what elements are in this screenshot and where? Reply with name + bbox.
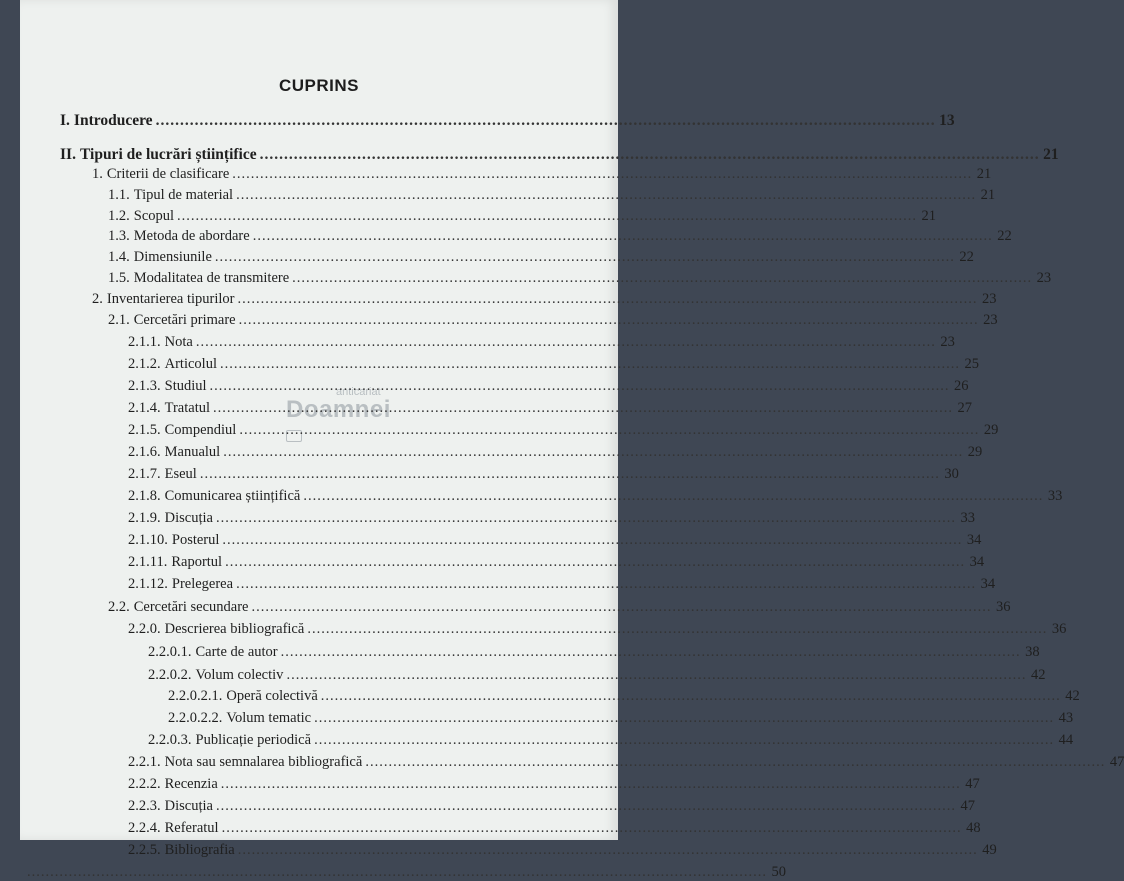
toc-entry-number: 2.2.4. bbox=[128, 820, 161, 836]
toc-entry-number: 2. bbox=[92, 291, 103, 307]
toc-entry-number: 2.1. bbox=[108, 312, 130, 328]
dot-leader bbox=[286, 667, 1026, 684]
toc-entry bbox=[108, 208, 937, 225]
toc-entry-number: 1.1. bbox=[108, 187, 130, 203]
toc-entry-page-number: 50 bbox=[771, 864, 786, 880]
toc-entry bbox=[128, 466, 959, 483]
toc-entry-page-number: 38 bbox=[1025, 644, 1040, 660]
toc-entry bbox=[108, 312, 998, 329]
dot-leader bbox=[225, 554, 965, 571]
toc-entry-page-number: 22 bbox=[959, 249, 974, 265]
toc-entry-number: 1. bbox=[92, 166, 103, 182]
dot-leader bbox=[314, 710, 1054, 727]
toc-entry bbox=[128, 378, 969, 395]
toc-entry-title: Posterul bbox=[171, 532, 220, 548]
dot-leader bbox=[200, 466, 940, 483]
toc-entry-page-number: 49 bbox=[982, 842, 997, 858]
toc-entry-number: 2.1.8. bbox=[128, 488, 161, 504]
toc-entry bbox=[128, 356, 979, 373]
dot-leader bbox=[216, 510, 956, 527]
dot-leader bbox=[27, 864, 767, 881]
toc-entry bbox=[128, 820, 981, 837]
toc-entry bbox=[128, 510, 975, 527]
toc-entry-title: Referatul bbox=[164, 820, 219, 836]
dot-leader bbox=[303, 488, 1043, 505]
toc-entry-page-number: 48 bbox=[966, 820, 981, 836]
toc-entry-number: I. bbox=[60, 112, 70, 129]
toc-entry bbox=[148, 667, 1046, 684]
toc-entry-page-number: 23 bbox=[983, 312, 998, 328]
toc-entry-number: 2.1.3. bbox=[128, 378, 161, 394]
toc-entry bbox=[128, 444, 983, 461]
toc-entry bbox=[128, 422, 999, 439]
toc-entry-title: Articolul bbox=[164, 356, 217, 372]
dot-leader bbox=[216, 798, 956, 815]
toc-entry-page-number: 13 bbox=[939, 112, 955, 129]
toc-entry-page-number: 23 bbox=[940, 334, 955, 350]
toc-entry-number: 2.2.0. bbox=[128, 621, 161, 637]
toc-entry-title: Manualul bbox=[164, 444, 221, 460]
toc-entry-page-number: 26 bbox=[954, 378, 969, 394]
toc-entry bbox=[128, 576, 996, 593]
toc-entry-page-number: 44 bbox=[1058, 732, 1074, 748]
toc-entry-page-number: 47 bbox=[965, 776, 980, 792]
toc-entry-page-number: 21 bbox=[980, 187, 996, 203]
toc-entry-page-number: 23 bbox=[1036, 270, 1052, 286]
toc-entry bbox=[108, 228, 1012, 245]
dot-leader bbox=[238, 291, 978, 308]
toc-entry-number: 2.1.4. bbox=[128, 400, 161, 416]
toc-entry-number: 2.2.2. bbox=[128, 776, 161, 792]
toc-entry-page-number: 21 bbox=[976, 166, 992, 182]
toc-entry-number: 2.1.7. bbox=[128, 466, 161, 482]
toc-entry-number: 2.1.5. bbox=[128, 422, 161, 438]
dot-leader bbox=[177, 208, 917, 225]
dot-leader bbox=[281, 644, 1021, 661]
toc-entry bbox=[108, 599, 1011, 616]
dot-leader bbox=[239, 422, 979, 439]
book-page bbox=[20, 0, 1124, 880]
toc-entry-title: Tratatul bbox=[164, 400, 211, 416]
toc-entry-title: Tipul de material bbox=[133, 187, 234, 203]
toc-entry bbox=[128, 842, 997, 859]
toc-entry-page-number: 23 bbox=[982, 291, 997, 307]
toc-entry-number: 1.3. bbox=[108, 228, 130, 244]
toc-entry-page-number: 33 bbox=[1047, 488, 1063, 504]
toc-entry-title: Publicație periodică bbox=[195, 732, 312, 748]
dot-leader bbox=[222, 532, 962, 549]
toc-entry-page-number: 47 bbox=[960, 798, 975, 814]
toc-entry-title: Dimensiunile bbox=[133, 249, 212, 265]
toc-entry-number: 1.5. bbox=[108, 270, 130, 286]
toc-entry-number: 2.2.3. bbox=[128, 798, 161, 814]
toc-entry-page-number: 36 bbox=[995, 599, 1011, 615]
dot-leader bbox=[236, 576, 976, 593]
toc-entry-title: Discuția bbox=[164, 510, 213, 526]
toc-entry bbox=[148, 644, 1040, 661]
toc-entry bbox=[20, 864, 786, 881]
toc-entry-page-number: 42 bbox=[1065, 688, 1080, 704]
toc-entry-title: Tipuri de lucrări științifice bbox=[79, 146, 257, 163]
toc-entry bbox=[168, 688, 1080, 705]
dot-leader bbox=[210, 378, 950, 395]
toc-entry bbox=[108, 270, 1052, 287]
toc-entry bbox=[128, 488, 1063, 505]
dot-leader bbox=[321, 688, 1061, 705]
toc-entry-number: 2.2.0.2.1. bbox=[168, 688, 223, 704]
toc-entry-number: 2.1.10. bbox=[128, 532, 168, 548]
toc-entry-number: II. bbox=[60, 146, 76, 163]
toc-entry-page-number: 34 bbox=[980, 576, 996, 592]
dot-leader bbox=[213, 400, 953, 417]
toc-entry-title: Prelegerea bbox=[171, 576, 234, 592]
toc-entry bbox=[128, 554, 985, 571]
toc-entry bbox=[108, 249, 974, 266]
toc-entry-title: Carte de autor bbox=[195, 644, 278, 660]
dot-leader bbox=[236, 187, 976, 204]
toc-heading: CUPRINS bbox=[278, 76, 359, 95]
dot-leader bbox=[307, 621, 1047, 638]
toc-entry-title: Bibliografia bbox=[164, 842, 235, 858]
dot-leader bbox=[156, 112, 936, 130]
toc-entry bbox=[60, 146, 1059, 164]
dot-leader bbox=[314, 732, 1054, 749]
toc-entry-title: Nota bbox=[164, 334, 193, 350]
dot-leader bbox=[292, 270, 1032, 287]
toc-entry-number: 2.2.1. bbox=[128, 754, 161, 770]
dot-leader bbox=[251, 599, 991, 616]
toc-entry-page-number: 42 bbox=[1030, 667, 1046, 683]
dot-leader bbox=[232, 166, 972, 183]
toc-entry-number: 2.2. bbox=[108, 599, 130, 615]
toc-entry-title: Nota sau semnalarea bibliografică bbox=[164, 754, 363, 770]
toc-entry-title: Operă colectivă bbox=[226, 688, 318, 704]
toc-entry-title: Cercetări secundare bbox=[133, 599, 249, 615]
dot-leader bbox=[253, 228, 993, 245]
toc-entry bbox=[92, 291, 997, 308]
dot-leader bbox=[215, 249, 955, 266]
toc-entry-title: Volum tematic bbox=[226, 710, 312, 726]
toc-entry bbox=[148, 732, 1074, 749]
toc-entry-page-number: 43 bbox=[1058, 710, 1074, 726]
toc-entry-page-number: 36 bbox=[1051, 621, 1067, 637]
toc-entry-number: 2.1.2. bbox=[128, 356, 161, 372]
toc-entry-page-number: 30 bbox=[944, 466, 959, 482]
dot-leader bbox=[239, 312, 979, 329]
toc-entry-page-number: 34 bbox=[969, 554, 985, 570]
toc-entry-number: 2.2.0.3. bbox=[148, 732, 192, 748]
toc-entry-page-number: 21 bbox=[921, 208, 937, 224]
toc-entry-title: Raportul bbox=[171, 554, 223, 570]
toc-entry-title: Eseul bbox=[164, 466, 197, 482]
toc-entry-page-number: 21 bbox=[1043, 146, 1059, 163]
dot-leader bbox=[223, 444, 963, 461]
toc-entry-page-number: 47 bbox=[1109, 754, 1124, 770]
dot-leader bbox=[221, 776, 961, 793]
toc-entry-page-number: 33 bbox=[960, 510, 975, 526]
dot-leader bbox=[222, 820, 962, 837]
toc-entry-title: Volum colectiv bbox=[195, 667, 284, 683]
toc-entry-title: Studiul bbox=[164, 378, 207, 394]
toc-entry-number: 2.1.12. bbox=[128, 576, 168, 592]
toc-entry-title: Modalitatea de transmitere bbox=[133, 270, 290, 286]
toc-entry-title: Inventarierea tipurilor bbox=[106, 291, 235, 307]
toc-entry-page-number: 29 bbox=[967, 444, 983, 460]
dot-leader bbox=[260, 146, 1040, 164]
dot-leader bbox=[220, 356, 960, 373]
toc-entry-title: Scopul bbox=[133, 208, 175, 224]
toc-entry-title: Comunicarea științifică bbox=[164, 488, 301, 504]
toc-entry-number: 2.1.6. bbox=[128, 444, 161, 460]
toc-entry bbox=[128, 754, 1124, 771]
toc-entry-title: Cercetări primare bbox=[133, 312, 236, 328]
dot-leader bbox=[238, 842, 978, 859]
toc-entry bbox=[128, 400, 973, 417]
toc-entry-number: 2.2.0.1. bbox=[148, 644, 192, 660]
toc-entry bbox=[92, 166, 992, 183]
toc-entry bbox=[128, 532, 982, 549]
toc-entry bbox=[128, 798, 975, 815]
toc-entry-title: Recenzia bbox=[164, 776, 218, 792]
dot-leader bbox=[196, 334, 936, 351]
toc-entry bbox=[128, 334, 955, 351]
toc-entry-number: 1.2. bbox=[108, 208, 130, 224]
toc-entry-title: Criterii de clasificare bbox=[106, 166, 230, 182]
toc-entry-number: 2.2.0.2. bbox=[148, 667, 192, 683]
toc-entry-title: Introducere bbox=[73, 112, 153, 129]
toc-entry bbox=[168, 710, 1074, 727]
toc-entry-number: 2.1.9. bbox=[128, 510, 161, 526]
toc-entry-page-number: 22 bbox=[997, 228, 1012, 244]
toc-entry-page-number: 25 bbox=[964, 356, 979, 372]
toc-entry-page-number: 27 bbox=[957, 400, 973, 416]
watermark-text-large: Doamnei bbox=[286, 396, 391, 423]
toc-entry bbox=[108, 187, 996, 204]
toc-entry-number: 2.1.11. bbox=[128, 554, 168, 570]
toc-entry-number: 2.1.1. bbox=[128, 334, 161, 350]
dot-leader bbox=[365, 754, 1105, 771]
toc-entry-number: 2.2.5. bbox=[128, 842, 161, 858]
toc-entry-title: Metoda de abordare bbox=[133, 228, 250, 244]
toc-entry bbox=[128, 621, 1067, 638]
toc-entry bbox=[60, 112, 955, 130]
toc-entry-title: Discuția bbox=[164, 798, 213, 814]
toc-entry-page-number: 29 bbox=[983, 422, 999, 438]
toc-entry-title: Descrierea bibliografică bbox=[164, 621, 305, 637]
toc-entry-number: 1.4. bbox=[108, 249, 130, 265]
toc-entry-title: Compendiul bbox=[164, 422, 237, 438]
toc-entry bbox=[128, 776, 980, 793]
toc-entry-number: 2.2.0.2.2. bbox=[168, 710, 223, 726]
toc-entry-page-number: 34 bbox=[966, 532, 982, 548]
watermark-text-small: anticariat bbox=[336, 386, 381, 398]
